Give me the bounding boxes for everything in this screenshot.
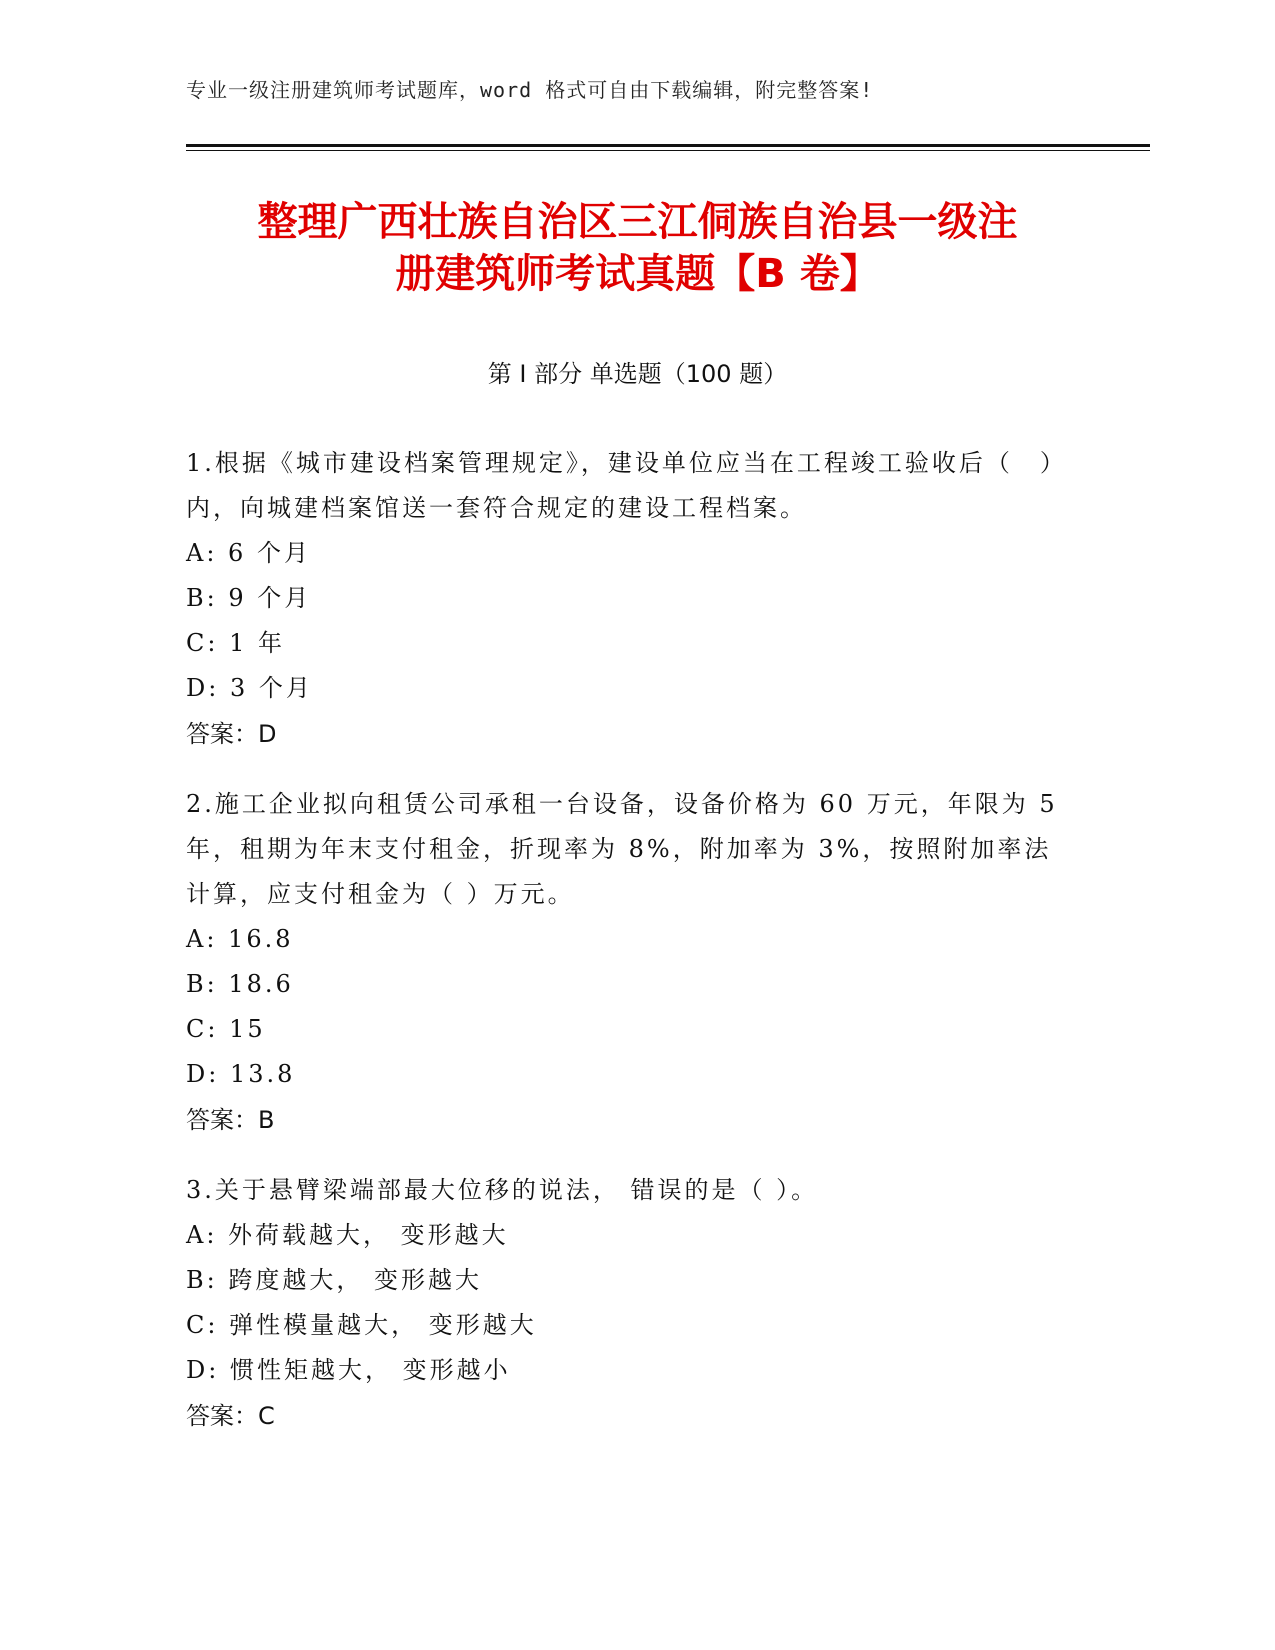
question-stem: 1.根据《城市建设档案管理规定》，建设单位应当在工程竣工验收后（ ）内，向城建档案馆送一套符合规定的建设工程档案。 <box>186 449 1067 522</box>
question-1 <box>186 441 1076 757</box>
option-b: B: 9 个月 <box>186 584 312 612</box>
page-header: 专业一级注册建筑师考试题库，word 格式可自由下载编辑，附完整答案! <box>186 78 874 102</box>
answer: 答案：D <box>186 720 277 748</box>
option-c: C: 弹性模量越大， 变形越大 <box>186 1311 537 1339</box>
question-stem: 2.施工企业拟向租赁公司承租一台设备，设备价格为 60 万元，年限为 5 年，租期为年末支付租金，折现率为 8%，附加率为 3%，按照附加率法计算，应支付租金为（ ）万元。 <box>186 790 1058 908</box>
header-rule-thin <box>186 150 1150 151</box>
question-3 <box>186 1168 1076 1439</box>
option-b: B: 18.6 <box>186 970 294 998</box>
section-title: 第 I 部分 单选题（100 题） <box>487 360 788 388</box>
option-d: D: 惯性矩越大， 变形越小 <box>186 1356 511 1384</box>
answer: 答案：B <box>186 1106 275 1134</box>
answer: 答案：C <box>186 1402 275 1430</box>
option-a: A: 6 个月 <box>186 539 311 567</box>
document-title-line-1: 整理广西壮族自治区三江侗族自治县一级注 <box>257 199 1018 245</box>
option-b: B: 跨度越大， 变形越大 <box>186 1266 482 1294</box>
option-d: D: 13.8 <box>186 1060 296 1088</box>
question-2 <box>186 782 1076 1143</box>
option-c: C: 15 <box>186 1015 266 1043</box>
question-list <box>186 441 1076 1464</box>
document-title <box>150 196 1125 300</box>
option-c: C: 1 年 <box>186 629 285 657</box>
option-d: D: 3 个月 <box>186 674 313 702</box>
header-rule-thick <box>186 144 1150 147</box>
option-a: A: 外荷载越大， 变形越大 <box>186 1221 509 1249</box>
question-stem: 3.关于悬臂梁端部最大位移的说法， 错误的是（ ）。 <box>186 1176 819 1204</box>
option-a: A: 16.8 <box>186 925 294 953</box>
document-title-line-2: 册建筑师考试真题【B 卷】 <box>395 251 880 297</box>
